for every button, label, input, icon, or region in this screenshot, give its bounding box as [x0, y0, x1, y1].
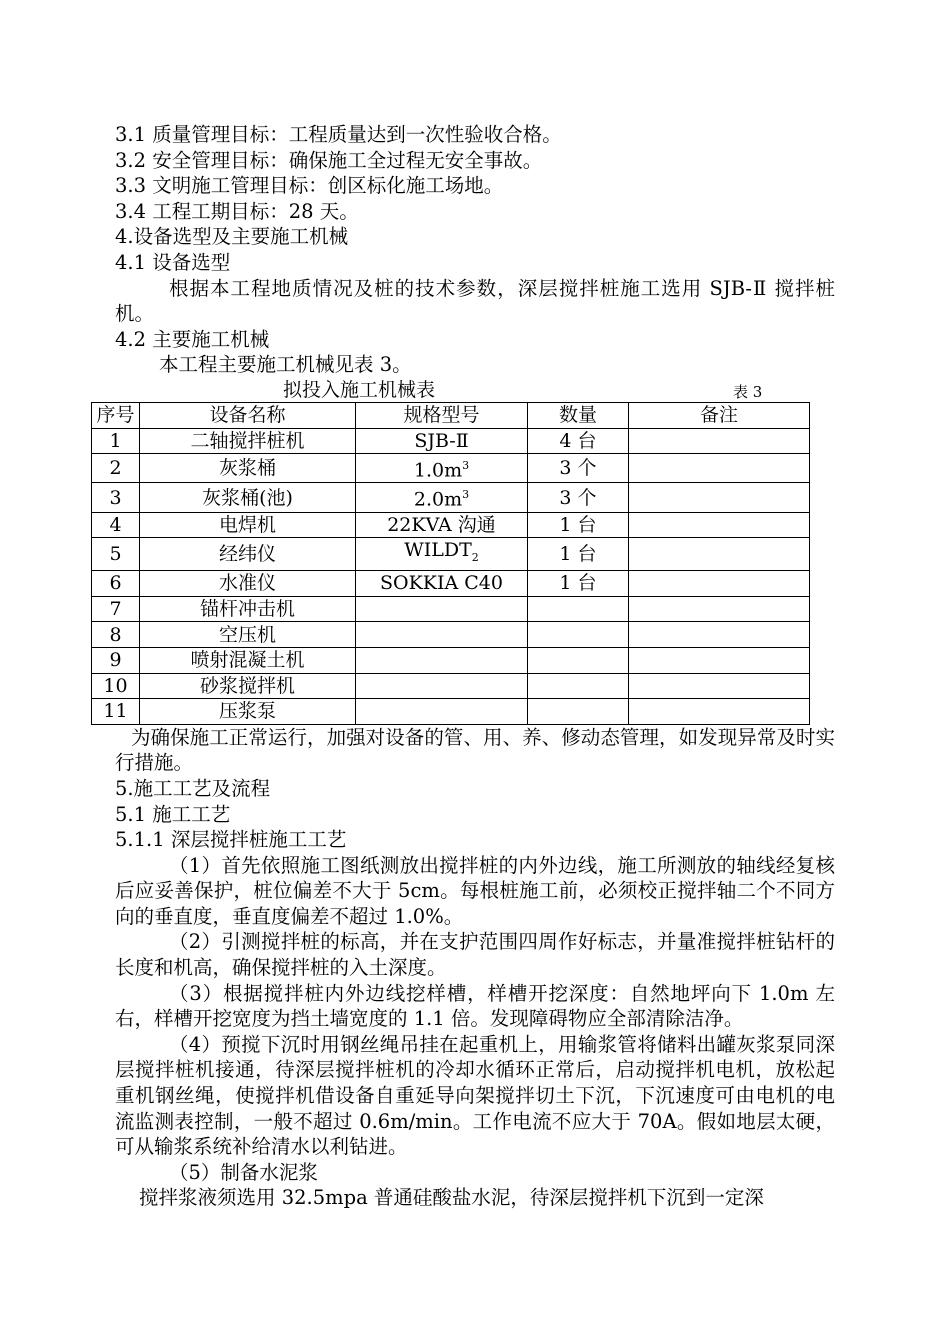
cell-no: 10 — [92, 673, 140, 699]
header-spec: 规格型号 — [356, 402, 528, 428]
cell-name: 空压机 — [140, 622, 356, 648]
table-title: 拟投入施工机械表 — [283, 378, 436, 401]
section-4-2-heading: 4.2 主要施工机械 — [115, 327, 270, 351]
table-row — [92, 647, 810, 673]
cell-no: 8 — [92, 622, 140, 648]
cell-note — [629, 699, 810, 725]
table-header-row — [92, 402, 810, 428]
cell-no: 11 — [92, 699, 140, 725]
cell-spec — [356, 596, 528, 622]
table-row — [92, 454, 810, 483]
header-no: 序号 — [92, 402, 140, 428]
cell-note — [629, 512, 810, 538]
cell-name: 压浆泵 — [140, 699, 356, 725]
step-3-paragraph: （3）根据搅拌桩内外边线挖样槽，样槽开挖深度：自然地坪向下 1.0m 左右，样槽开挖宽度为挡土墙宽度的 1.1 倍。发现障碍物应全部清除洁净。 — [115, 981, 835, 1031]
table-row — [92, 571, 810, 597]
safety-goal-line: 3.2 安全管理目标：确保施工全过程无安全事故。 — [115, 148, 543, 172]
table-caption — [115, 378, 835, 402]
table-number: 表 3 — [733, 382, 763, 401]
cell-no: 4 — [92, 512, 140, 538]
civilized-construction-goal-line: 3.3 文明施工管理目标：创区标化施工场地。 — [115, 174, 504, 198]
cell-name: 水准仪 — [140, 571, 356, 597]
cell-qty — [528, 647, 629, 673]
table-row — [92, 596, 810, 622]
cell-name: 锚杆冲击机 — [140, 596, 356, 622]
cell-spec — [356, 454, 528, 483]
header-name: 设备名称 — [140, 402, 356, 428]
cell-spec — [356, 512, 528, 538]
cell-note — [629, 454, 810, 483]
table-body — [92, 428, 810, 724]
cell-qty: 1 台 — [528, 538, 629, 571]
cell-no: 2 — [92, 454, 140, 483]
cell-qty: 3 个 — [528, 483, 629, 512]
section-4-1-heading: 4.1 设备选型 — [115, 250, 231, 274]
quality-goal-line: 3.1 质量管理目标：工程质量达到一次性验收合格。 — [115, 123, 562, 146]
cell-no: 9 — [92, 647, 140, 673]
cell-qty — [528, 622, 629, 648]
table-row — [92, 699, 810, 725]
spec-subscript: 2 — [471, 551, 479, 565]
equipment-management-paragraph: 为确保施工正常运行，加强对设备的管、用、养、修动态管理，如发现异常及时实行措施。 — [115, 725, 835, 775]
spec-text: 2.0m — [413, 488, 463, 511]
section-5-heading: 5.施工工艺及流程 — [115, 776, 271, 800]
cell-no: 7 — [92, 596, 140, 622]
step-5-line: （5）制备水泥浆 — [169, 1160, 318, 1184]
cell-spec — [356, 647, 528, 673]
cell-spec — [356, 483, 528, 512]
header-note: 备注 — [629, 402, 810, 428]
cell-note — [629, 571, 810, 597]
step-4-paragraph: （4）预搅下沉时用钢丝绳吊挂在起重机上，用输浆管将储料出罐灰浆泵同深层搅拌桩机接通，待深层搅拌桩机的冷却水循环正常后，启动搅拌机电机，放松起重机钢丝绳，使搅拌机借设备自重延导向架搅拌切土下沉，下沉速度可由电机的电流监测表控制，一般不超过 0.6m/min。工作电流不应大于 70A。假如地层太硬，可从输浆系统补给清水以利钻进。 — [115, 1032, 835, 1159]
section-4-heading: 4.设备选型及主要施工机械 — [115, 225, 349, 249]
cell-name: 灰浆桶 — [140, 454, 356, 483]
cell-note — [629, 596, 810, 622]
cell-name: 电焊机 — [140, 512, 356, 538]
cell-spec — [356, 622, 528, 648]
table-row — [92, 483, 810, 512]
spec-text: 22KVA 沟通 — [387, 514, 496, 537]
cell-qty: 4 台 — [528, 428, 629, 454]
cell-no: 5 — [92, 538, 140, 571]
table-row — [92, 673, 810, 699]
table-row — [92, 622, 810, 648]
cell-name: 砂浆搅拌机 — [140, 673, 356, 699]
equipment-selection-paragraph: 根据本工程地质情况及桩的技术参数，深层搅拌桩施工选用 SJB-Ⅱ 搅拌桩机。 — [115, 276, 835, 326]
step-1-paragraph: （1）首先依照施工图纸测放出搅拌桩的内外边线，施工所测放的轴线经复核后应妥善保护，桩位偏差不大于 5cm。每根桩施工前，必须校正搅拌轴二个不同方向的垂直度，垂直度偏差不超过 1.0%。 — [115, 853, 835, 928]
cell-note — [629, 622, 810, 648]
step-2-paragraph: （2）引测搅拌桩的标高，并在支护范围四周作好标志，并量准搅拌桩钻杆的长度和机高，确保搅拌桩的入土深度。 — [115, 930, 835, 980]
spec-text: 1.0m — [413, 459, 463, 482]
cell-qty — [528, 596, 629, 622]
table-row — [92, 538, 810, 571]
machinery-intro-line: 本工程主要施工机械见表 3。 — [159, 353, 412, 377]
document-page — [96, 122, 835, 1211]
section-5-1-heading: 5.1 施工工艺 — [115, 802, 231, 826]
cell-spec — [356, 673, 528, 699]
spec-text: SJB-Ⅱ — [414, 429, 469, 452]
cell-note — [629, 428, 810, 454]
schedule-goal-line: 3.4 工程工期目标：28 天。 — [115, 199, 359, 223]
spec-text: SOKKIA C40 — [380, 572, 503, 595]
machinery-table — [91, 402, 810, 725]
cement-slurry-paragraph: 搅拌浆液须选用 32.5mpa 普通硅酸盐水泥，待深层搅拌机下沉到一定深 — [139, 1186, 764, 1210]
spec-text: WILDT — [404, 539, 472, 562]
table-row — [92, 512, 810, 538]
table-row — [92, 428, 810, 454]
cell-qty — [528, 699, 629, 725]
header-qty: 数量 — [528, 402, 629, 428]
cell-spec — [356, 538, 528, 571]
cell-name: 二轴搅拌桩机 — [140, 428, 356, 454]
cell-spec — [356, 699, 528, 725]
cell-qty: 1 台 — [528, 571, 629, 597]
cell-name: 灰浆桶(池) — [140, 483, 356, 512]
cell-note — [629, 538, 810, 571]
cell-no: 6 — [92, 571, 140, 597]
cell-note — [629, 483, 810, 512]
cell-note — [629, 647, 810, 673]
cell-spec — [356, 571, 528, 597]
spec-superscript: 3 — [462, 488, 470, 502]
cell-no: 1 — [92, 428, 140, 454]
cell-note — [629, 673, 810, 699]
cell-qty: 1 台 — [528, 512, 629, 538]
cell-spec — [356, 428, 528, 454]
spec-superscript: 3 — [462, 459, 470, 473]
section-5-1-1-heading: 5.1.1 深层搅拌桩施工工艺 — [115, 828, 347, 852]
cell-name: 喷射混凝土机 — [140, 647, 356, 673]
cell-name: 经纬仪 — [140, 538, 356, 571]
cell-qty — [528, 673, 629, 699]
cell-qty: 3 个 — [528, 454, 629, 483]
cell-no: 3 — [92, 483, 140, 512]
